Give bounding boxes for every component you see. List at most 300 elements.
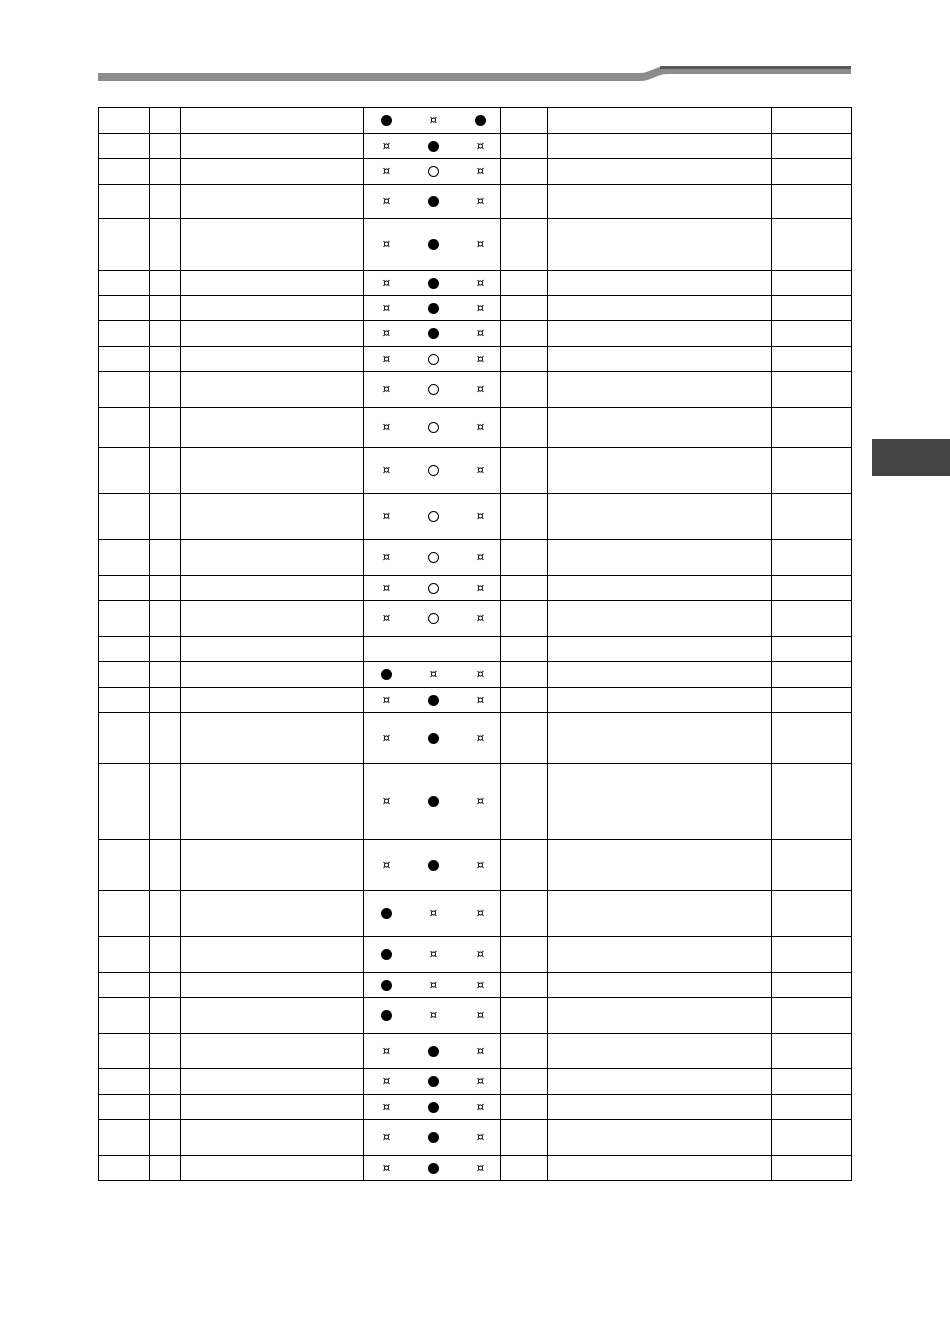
table-cell: [548, 494, 772, 540]
attribute-marks-cell: [364, 321, 501, 347]
attribute-marks-cell: [364, 347, 501, 372]
table-cell: [501, 408, 548, 448]
table-cell: [548, 662, 772, 688]
table-cell: [181, 347, 364, 372]
table-cell: [548, 408, 772, 448]
table-cell: [772, 713, 852, 764]
table-cell: [548, 219, 772, 271]
currency-sign-icon: ¤: [476, 351, 485, 366]
currency-sign-icon: ¤: [382, 194, 391, 208]
table-cell: [150, 321, 181, 347]
table-cell: [181, 372, 364, 408]
open-circle-icon: [428, 384, 439, 395]
currency-sign-icon: ¤: [476, 580, 485, 595]
table-cell: [181, 1069, 364, 1095]
currency-sign-icon: ¤: [429, 977, 438, 992]
table-cell: [150, 1095, 181, 1120]
table-row: [99, 576, 852, 601]
table-cell: [501, 688, 548, 713]
table-row: [99, 540, 852, 576]
attribute-marks-cell: [364, 296, 501, 321]
table-cell: [150, 973, 181, 998]
table-row: [99, 408, 852, 448]
table-cell: [772, 840, 852, 891]
currency-sign-icon: ¤: [476, 1008, 485, 1022]
table-cell: [772, 347, 852, 372]
table-cell: [772, 937, 852, 973]
open-circle-icon: [428, 583, 439, 594]
open-circle-icon: [428, 166, 439, 177]
currency-sign-icon: ¤: [429, 113, 438, 127]
table-cell: [181, 840, 364, 891]
table-cell: [772, 134, 852, 159]
table-cell: [150, 540, 181, 576]
currency-sign-icon: ¤: [429, 947, 438, 961]
table-row: [99, 134, 852, 159]
table-cell: [181, 159, 364, 185]
table-cell: [501, 713, 548, 764]
table-cell: [181, 937, 364, 973]
attribute-marks-cell: [364, 1034, 501, 1069]
table-row: [99, 1156, 852, 1181]
table-cell: [150, 1156, 181, 1181]
table-cell: [181, 408, 364, 448]
table-cell: [772, 1120, 852, 1156]
table-cell: [99, 134, 150, 159]
table-cell: [548, 637, 772, 662]
table-cell: [99, 219, 150, 271]
attribute-marks-cell: [364, 840, 501, 891]
attribute-marks-cell: [364, 134, 501, 159]
attribute-marks-cell: [364, 764, 501, 840]
filled-circle-icon: [381, 1010, 392, 1021]
attribute-marks-cell: [364, 1095, 501, 1120]
table-cell: [548, 937, 772, 973]
currency-sign-icon: ¤: [476, 382, 485, 396]
table-row: [99, 973, 852, 998]
filled-circle-icon: [428, 1046, 439, 1057]
filled-circle-icon: [381, 115, 392, 126]
table-cell: [150, 219, 181, 271]
attribute-marks-cell: [364, 108, 501, 134]
table-cell: [772, 662, 852, 688]
attribute-marks-cell: [364, 159, 501, 185]
table-cell: [548, 540, 772, 576]
table-cell: [501, 185, 548, 219]
table-cell: [99, 372, 150, 408]
attribute-marks-cell: [364, 494, 501, 540]
currency-sign-icon: ¤: [382, 857, 391, 872]
table-cell: [501, 840, 548, 891]
table-cell: [548, 1120, 772, 1156]
table-row: [99, 219, 852, 271]
table-cell: [501, 576, 548, 601]
currency-sign-icon: ¤: [382, 326, 391, 340]
table-row: [99, 1069, 852, 1095]
open-circle-icon: [428, 354, 439, 365]
filled-circle-icon: [428, 733, 439, 744]
table-cell: [99, 891, 150, 937]
table-row: [99, 1095, 852, 1120]
table-cell: [501, 973, 548, 998]
currency-sign-icon: ¤: [476, 730, 485, 745]
table-cell: [99, 159, 150, 185]
table-cell: [181, 540, 364, 576]
filled-circle-icon: [428, 141, 439, 152]
currency-sign-icon: ¤: [382, 275, 391, 290]
table-cell: [181, 601, 364, 637]
currency-sign-icon: ¤: [429, 1008, 438, 1022]
table-cell: [150, 840, 181, 891]
table-cell: [150, 134, 181, 159]
table-cell: [772, 372, 852, 408]
filled-circle-icon: [381, 669, 392, 680]
filled-circle-icon: [381, 949, 392, 960]
attribute-marks-cell: [364, 713, 501, 764]
table-cell: [99, 1095, 150, 1120]
table-cell: [501, 448, 548, 494]
currency-sign-icon: ¤: [382, 382, 391, 396]
table-cell: [501, 372, 548, 408]
table-cell: [501, 219, 548, 271]
table-cell: [181, 1156, 364, 1181]
currency-sign-icon: ¤: [429, 906, 438, 920]
table-cell: [150, 408, 181, 448]
table-cell: [772, 185, 852, 219]
currency-sign-icon: ¤: [382, 164, 391, 178]
table-row: [99, 271, 852, 296]
attribute-marks-cell: [364, 540, 501, 576]
table-cell: [772, 998, 852, 1034]
table-cell: [99, 998, 150, 1034]
table-cell: [150, 448, 181, 494]
table-cell: [150, 891, 181, 937]
attribute-marks-cell: [364, 891, 501, 937]
table-cell: [99, 713, 150, 764]
table-cell: [99, 296, 150, 321]
table-row: [99, 764, 852, 840]
table-cell: [501, 601, 548, 637]
filled-circle-icon: [428, 278, 439, 289]
table-cell: [772, 1034, 852, 1069]
table-cell: [181, 494, 364, 540]
table-cell: [772, 688, 852, 713]
currency-sign-icon: ¤: [382, 1160, 391, 1175]
table-cell: [548, 840, 772, 891]
attribute-marks-cell: [364, 408, 501, 448]
chapter-tab: [872, 439, 950, 476]
table-cell: [181, 637, 364, 662]
table-cell: [150, 637, 181, 662]
table-cell: [501, 108, 548, 134]
table-cell: [772, 601, 852, 637]
table-row: [99, 185, 852, 219]
filled-circle-icon: [475, 115, 486, 126]
currency-sign-icon: ¤: [476, 1043, 485, 1058]
table-cell: [772, 576, 852, 601]
attribute-marks-cell: [364, 601, 501, 637]
currency-sign-icon: ¤: [476, 509, 485, 523]
currency-sign-icon: ¤: [382, 300, 391, 315]
table-cell: [99, 347, 150, 372]
table-cell: [99, 937, 150, 973]
table-cell: [99, 973, 150, 998]
currency-sign-icon: ¤: [382, 351, 391, 366]
table-cell: [181, 296, 364, 321]
table-cell: [181, 764, 364, 840]
table-row: [99, 688, 852, 713]
table-cell: [150, 576, 181, 601]
attribute-marks-cell: [364, 219, 501, 271]
open-circle-icon: [428, 422, 439, 433]
table-cell: [501, 347, 548, 372]
table-cell: [548, 185, 772, 219]
table-cell: [181, 185, 364, 219]
table-cell: [772, 494, 852, 540]
table-cell: [99, 448, 150, 494]
table-cell: [181, 321, 364, 347]
table-cell: [181, 998, 364, 1034]
table-cell: [772, 321, 852, 347]
currency-sign-icon: ¤: [382, 550, 391, 564]
currency-sign-icon: ¤: [476, 326, 485, 340]
table-cell: [772, 764, 852, 840]
table-cell: [99, 601, 150, 637]
table-cell: [501, 1156, 548, 1181]
currency-sign-icon: ¤: [476, 667, 485, 681]
table-cell: [181, 1120, 364, 1156]
currency-sign-icon: ¤: [476, 275, 485, 290]
table-cell: [772, 448, 852, 494]
table-cell: [548, 1095, 772, 1120]
table-cell: [99, 494, 150, 540]
table-cell: [150, 713, 181, 764]
currency-sign-icon: ¤: [382, 237, 391, 251]
table-cell: [501, 764, 548, 840]
filled-circle-icon: [428, 328, 439, 339]
table-cell: [150, 159, 181, 185]
table-row: [99, 937, 852, 973]
filled-circle-icon: [381, 908, 392, 919]
table-cell: [501, 637, 548, 662]
table-row: [99, 891, 852, 937]
table-cell: [150, 296, 181, 321]
table-cell: [772, 1095, 852, 1120]
attribute-marks-cell: [364, 1156, 501, 1181]
table-cell: [548, 159, 772, 185]
table-cell: [181, 891, 364, 937]
table-cell: [99, 1120, 150, 1156]
table-cell: [99, 764, 150, 840]
attribute-marks-cell: [364, 1120, 501, 1156]
filled-circle-icon: [428, 1132, 439, 1143]
table-cell: [548, 998, 772, 1034]
currency-sign-icon: ¤: [382, 692, 391, 707]
filled-circle-icon: [428, 695, 439, 706]
attribute-marks-cell: [364, 937, 501, 973]
currency-sign-icon: ¤: [382, 730, 391, 745]
table-cell: [548, 1034, 772, 1069]
table-cell: [150, 185, 181, 219]
table-cell: [150, 764, 181, 840]
table-cell: [501, 296, 548, 321]
table-row: [99, 998, 852, 1034]
currency-sign-icon: ¤: [476, 164, 485, 178]
filled-circle-icon: [428, 303, 439, 314]
table-cell: [772, 540, 852, 576]
table-cell: [181, 219, 364, 271]
table-cell: [548, 1156, 772, 1181]
table-cell: [772, 108, 852, 134]
table-cell: [181, 1034, 364, 1069]
table-cell: [548, 713, 772, 764]
attribute-marks-cell: [364, 271, 501, 296]
table-row: [99, 296, 852, 321]
table-cell: [99, 662, 150, 688]
currency-sign-icon: ¤: [476, 692, 485, 707]
currency-sign-icon: ¤: [429, 667, 438, 681]
table-cell: [150, 1120, 181, 1156]
table-cell: [501, 1034, 548, 1069]
table-cell: [181, 1095, 364, 1120]
table-row: [99, 840, 852, 891]
table-cell: [548, 601, 772, 637]
table-cell: [548, 1069, 772, 1095]
currency-sign-icon: ¤: [476, 857, 485, 872]
table-row: [99, 662, 852, 688]
table-cell: [150, 998, 181, 1034]
table-cell: [548, 108, 772, 134]
table-cell: [181, 662, 364, 688]
attribute-marks-cell: [364, 1069, 501, 1095]
currency-sign-icon: ¤: [476, 420, 485, 434]
table-cell: [548, 372, 772, 408]
attribute-marks-cell: [364, 185, 501, 219]
currency-sign-icon: ¤: [382, 580, 391, 595]
table-cell: [501, 159, 548, 185]
table-cell: [181, 973, 364, 998]
filled-circle-icon: [381, 980, 392, 991]
table-cell: [99, 408, 150, 448]
currency-sign-icon: ¤: [476, 947, 485, 961]
table-cell: [501, 321, 548, 347]
table-cell: [772, 296, 852, 321]
currency-sign-icon: ¤: [382, 463, 391, 477]
currency-sign-icon: ¤: [476, 138, 485, 153]
table-cell: [181, 688, 364, 713]
table-cell: [150, 1034, 181, 1069]
table-cell: [501, 540, 548, 576]
currency-sign-icon: ¤: [382, 1099, 391, 1114]
filled-circle-icon: [428, 196, 439, 207]
table-cell: [772, 219, 852, 271]
open-circle-icon: [428, 613, 439, 624]
currency-sign-icon: ¤: [476, 300, 485, 315]
table-row: [99, 1120, 852, 1156]
table-cell: [99, 1069, 150, 1095]
filled-circle-icon: [428, 860, 439, 871]
table-row: [99, 108, 852, 134]
open-circle-icon: [428, 511, 439, 522]
table-cell: [548, 321, 772, 347]
table-cell: [548, 973, 772, 998]
table-cell: [150, 601, 181, 637]
table-cell: [772, 159, 852, 185]
attribute-marks-cell: [364, 688, 501, 713]
currency-sign-icon: ¤: [382, 1043, 391, 1058]
attribute-marks-cell: [364, 448, 501, 494]
table-cell: [99, 637, 150, 662]
table-cell: [501, 1095, 548, 1120]
currency-sign-icon: ¤: [476, 550, 485, 564]
table-row: [99, 347, 852, 372]
table-cell: [501, 134, 548, 159]
table-row: [99, 159, 852, 185]
table-cell: [150, 688, 181, 713]
table-cell: [772, 973, 852, 998]
table-cell: [150, 1069, 181, 1095]
attribute-marks-cell: [364, 637, 501, 662]
table-cell: [181, 576, 364, 601]
attribute-marks-cell: [364, 662, 501, 688]
table-cell: [772, 637, 852, 662]
table-cell: [150, 937, 181, 973]
table-row: [99, 637, 852, 662]
currency-sign-icon: ¤: [382, 138, 391, 153]
table-cell: [772, 891, 852, 937]
table-row: [99, 321, 852, 347]
table-cell: [501, 662, 548, 688]
table-cell: [548, 448, 772, 494]
table-row: [99, 1034, 852, 1069]
attribute-marks-cell: [364, 576, 501, 601]
open-circle-icon: [428, 552, 439, 563]
table-cell: [548, 764, 772, 840]
table-cell: [772, 408, 852, 448]
table-cell: [548, 688, 772, 713]
table-cell: [99, 108, 150, 134]
table-row: [99, 494, 852, 540]
table-cell: [99, 576, 150, 601]
table-cell: [99, 271, 150, 296]
currency-sign-icon: ¤: [382, 1130, 391, 1144]
table-cell: [501, 494, 548, 540]
table-cell: [548, 347, 772, 372]
currency-sign-icon: ¤: [476, 1160, 485, 1175]
table-cell: [501, 271, 548, 296]
currency-sign-icon: ¤: [476, 977, 485, 992]
table-cell: [150, 271, 181, 296]
filled-circle-icon: [428, 1163, 439, 1174]
currency-sign-icon: ¤: [476, 611, 485, 625]
table-cell: [181, 108, 364, 134]
currency-sign-icon: ¤: [382, 1074, 391, 1088]
currency-sign-icon: ¤: [382, 611, 391, 625]
table-cell: [99, 540, 150, 576]
attribute-marks-cell: [364, 998, 501, 1034]
currency-sign-icon: ¤: [476, 1074, 485, 1088]
table-cell: [150, 108, 181, 134]
filled-circle-icon: [428, 1102, 439, 1113]
table-row: [99, 372, 852, 408]
table-cell: [501, 937, 548, 973]
table-cell: [772, 271, 852, 296]
table-cell: [181, 271, 364, 296]
open-circle-icon: [428, 465, 439, 476]
table-cell: [181, 448, 364, 494]
table-cell: [99, 840, 150, 891]
table-cell: [501, 891, 548, 937]
